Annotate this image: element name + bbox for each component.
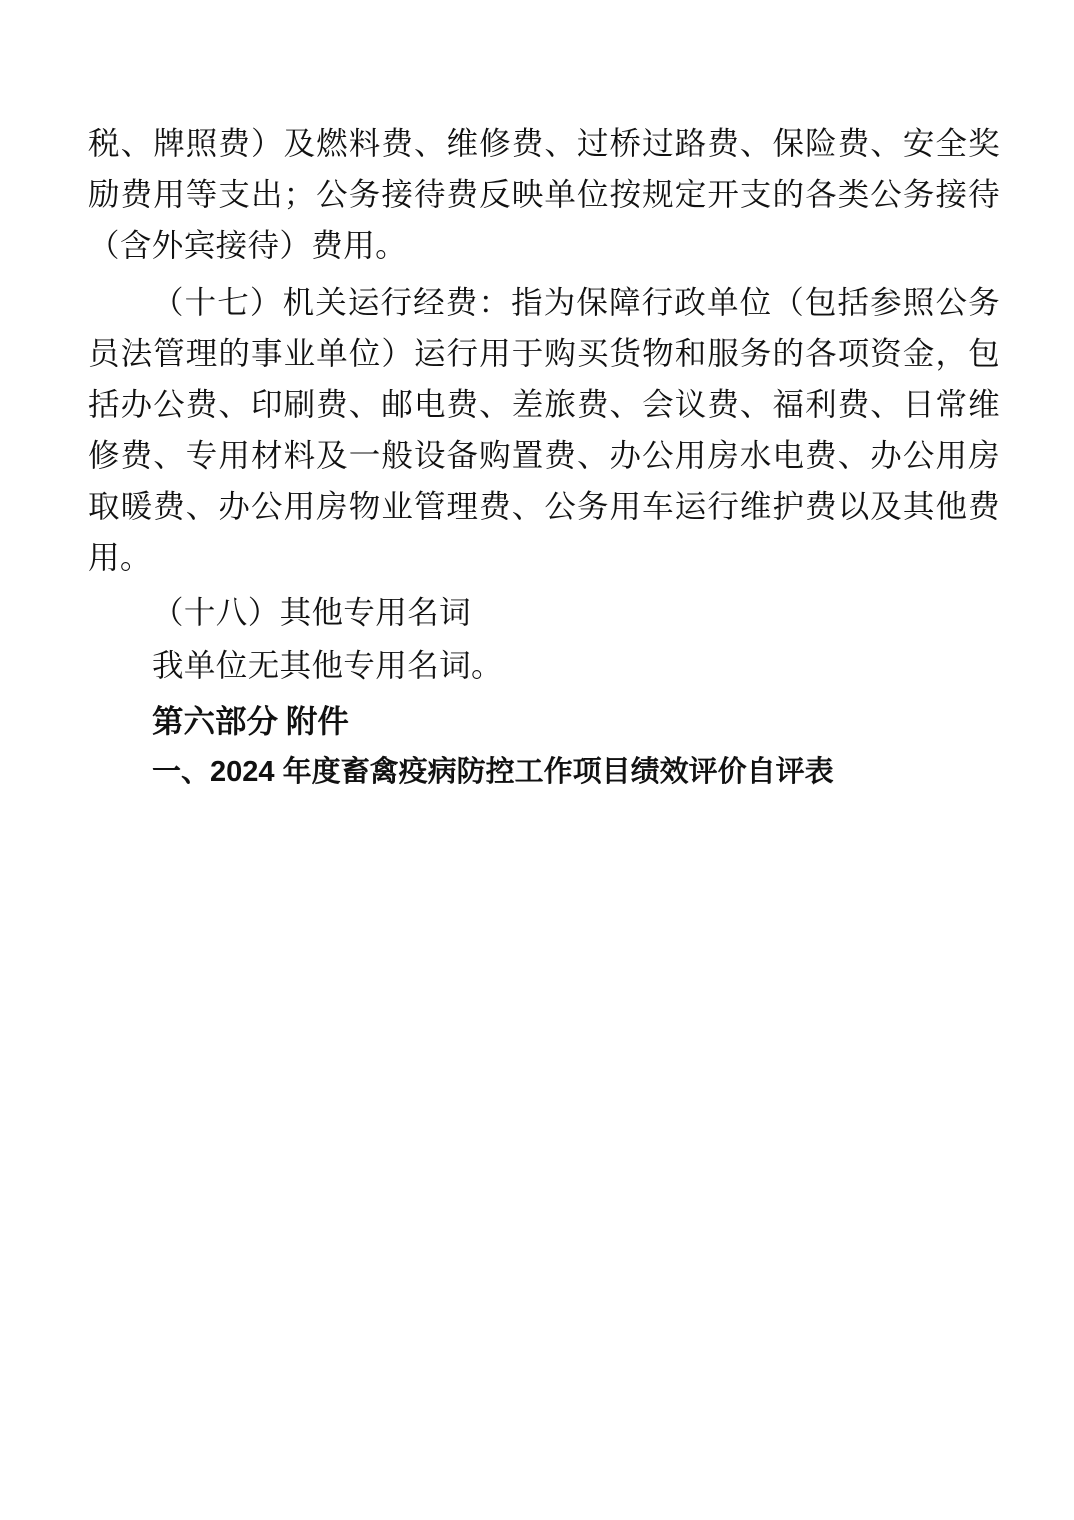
paragraph-item-18-title: （十八）其他专用名词	[152, 595, 472, 630]
paragraph-continued-expense: 税、牌照费）及燃料费、维修费、过桥过路费、保险费、安全奖励费用等支出；公务接待费反映单位按规定开支的各类公务接待（含外宾接待）费用。	[88, 126, 1000, 263]
paragraph-item-17: （十七）机关运行经费：指为保障行政单位（包括参照公务员法管理的事业单位）运行用于购买货物和服务的各项资金，包括办公费、印刷费、邮电费、差旅费、会议费、福利费、日常维修费、专用材料及一般设备购置费、办公用房水电费、办公用房取暖费、办公用房物业管理费、公务用车运行维护费以及其他费用。	[88, 285, 1000, 575]
paragraph-item-18-body: 我单位无其他专用名词。	[152, 648, 503, 683]
heading-part-six: 第六部分 附件	[152, 704, 349, 739]
heading-appendix-one: 一、2024 年度畜禽疫病防控工作项目绩效评价自评表	[152, 756, 834, 788]
document-body	[88, 118, 1000, 795]
